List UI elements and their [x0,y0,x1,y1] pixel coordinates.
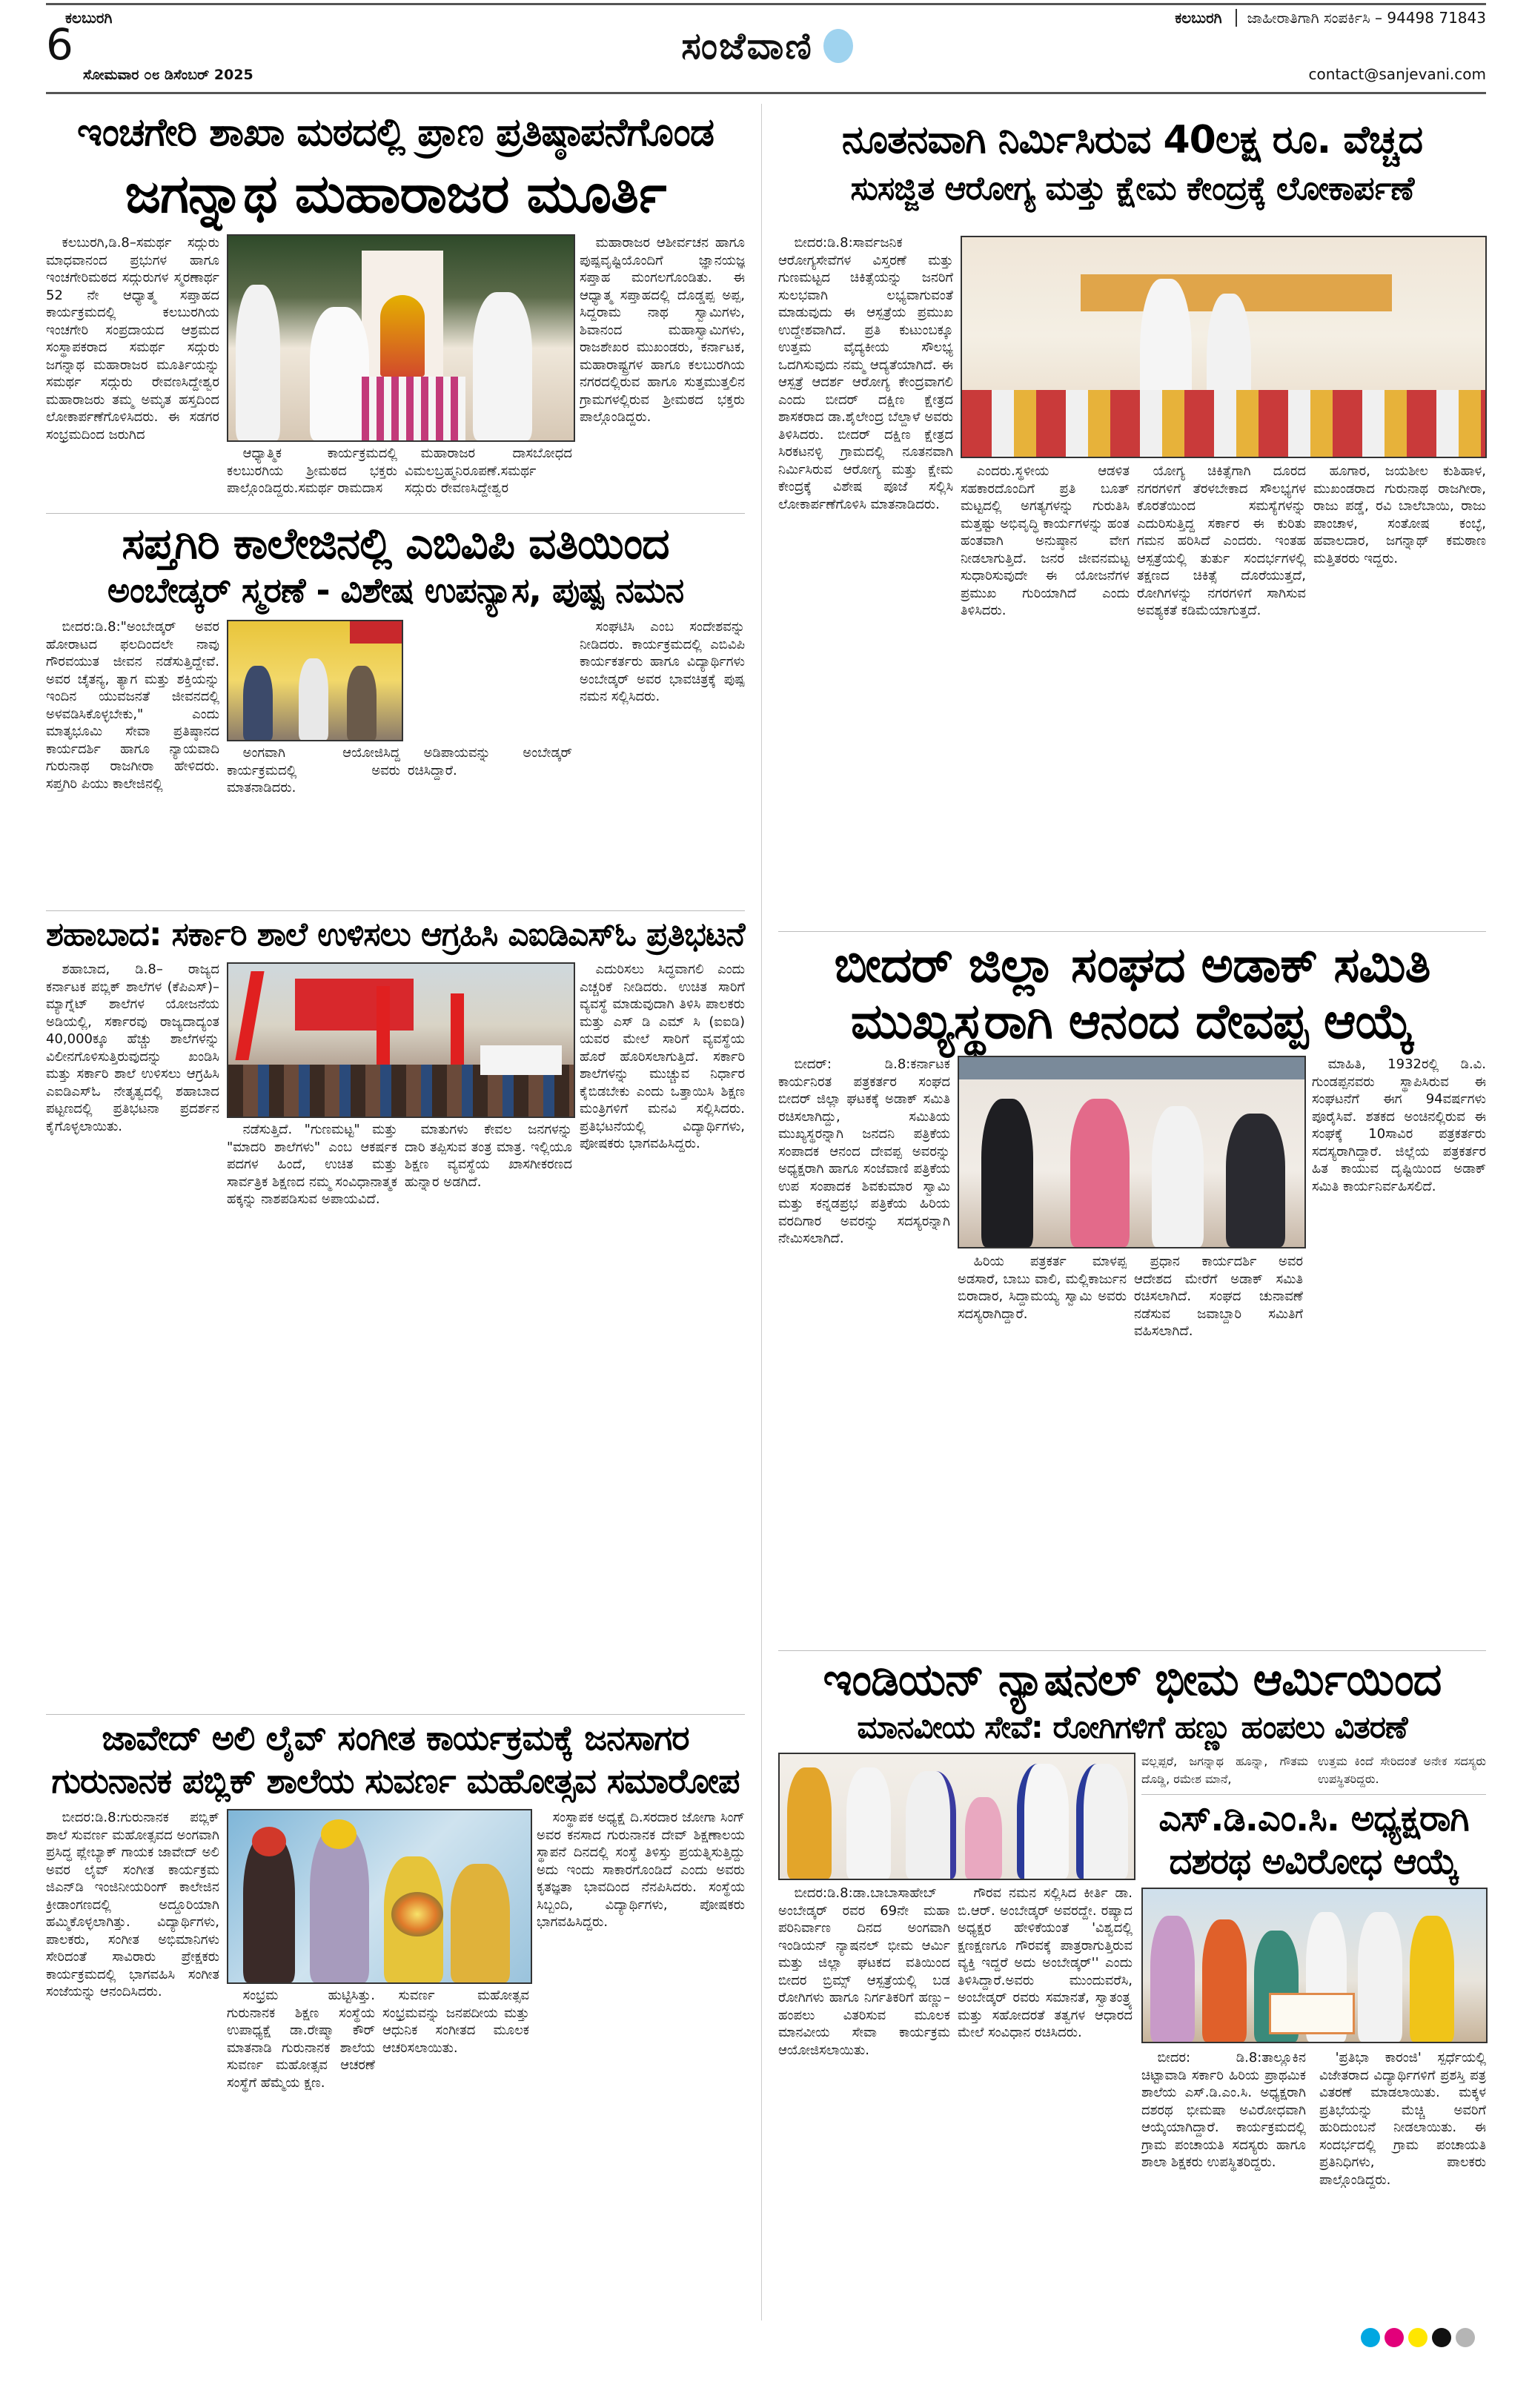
article-body-column [961,463,1130,924]
placard [480,1045,562,1075]
article-body-column [1312,1056,1486,1646]
top-rule [46,3,1486,5]
headline-text: ಸಪ್ತಗಿರಿ ಕಾಲೇಜಿನಲ್ಲಿ ಎಬಿವಿಪಿ ವತಿಯಿಂದ [122,518,669,569]
headline-line-1 [778,119,1486,163]
protest-photo [227,962,575,1118]
body-text: ಹೂಗಾರ, ಜಯಶೀಲ ಕುಶಿಹಾಳ, ಮುಖಂಡರಾದ ಗುರುನಾಥ ರಾಜಗೀರಾ, ರಾಜು ಪಡ್ಡೆ, ರವಿ ಬಾಲೆಬಾಯಿ, ರಾಜು ಪಾಂಚಾಳ, ಸಂತೋಷ ಕಂಬ್ಳೆ, ಹವಾಲದಾರ, ಜಗನ್ನಾಥ್ ಕಮಠಾಣ ಮತ್ತಿತರರು ಇದ್ದರು. [1313,463,1486,566]
color-registration-dot [1385,2328,1404,2347]
body-text: ಅಂಗವಾಗಿ ಆಯೋಜಿಸಿದ್ದ ಕಾರ್ಯಕ್ರಮದಲ್ಲಿ ಅವರು ಮಾತನಾಡಿದರು. [227,745,400,796]
person [310,307,369,440]
article-body-column [1137,463,1306,924]
article-body-column [1318,1753,1486,1791]
header-ad-contact: ಜಾಹೀರಾತಿಗಾಗಿ ಸಂಪರ್ಕಿಸಿ – 94498 71843 [1236,9,1486,27]
body-text: ಗೌರವ ನಮನ ಸಲ್ಲಿಸಿದ ಕೀರ್ತಿ ಡಾ. ಬಿ.ಆರ್. ಅಂಬೇಡ್ಕರ್ ಅವರದ್ದೇ. ರಷ್ಯಾದ ಅಧ್ಯಕ್ಷರ ಹೇಳಿಕೆಯಂತೆ 'ವಿಶ್ವದಲ್ಲಿ ಕ್ಷಣಕ್ಷಣಗೂ ಗೌರವಕ್ಕೆ ಪಾತ್ರರಾಗುತ್ತಿರುವ ವ್ಯಕ್ತಿ ಇದ್ದರೆ ಅದು ಅಂಬೇಡ್ಕರ್'' ಎಂದು ತಿಳಿಸಿದ್ದಾರೆ.ಅವರು ಮುಂದುವರೆಸಿ, ಅಂಬೇಡ್ಕರ್ ರವರು ಸಮಾನತೆ, ಸ್ವಾತಂತ್ರ್ಯ ಮತ್ತು ಸಹೋದರತೆ ತತ್ವಗಳ ಆಧಾರದ ಮೇಲೆ ಸಂವಿಧಾನ ರಚಿಸಿದರು. [958,1885,1133,2040]
article-body-column [227,1121,397,1710]
temple-idol-photo [227,234,575,442]
article-body-column [537,1809,745,2321]
article-body-column [958,1253,1127,1646]
sdmc-school-photo [1141,1888,1488,2043]
idol-garland [380,295,425,377]
person [1202,1919,1247,2042]
headline-line-2 [1141,1842,1486,1882]
fruit-distribution-photo [778,1753,1135,1880]
color-registration-dot [1408,2328,1427,2347]
article-body-column [46,961,219,1710]
body-text: ಬೀದರ:ಡಿ.8:ಗುರುನಾನಕ ಪಬ್ಲಿಕ್ ಶಾಲೆ ಸುವರ್ಣ ಮಹೋತ್ಸವದ ಅಂಗವಾಗಿ ಪ್ರಸಿದ್ಧ ಪ್ಲೇಬ್ಯಾಕ್ ಗಾಯಕ ಜಾವೇದ್ ಅಲಿ ಅವರ ಲೈವ್ ಸಂಗೀತ ಕಾರ್ಯಕ್ರಮ ಜಿಎನ್‌ಡಿ ಇಂಜಿನೀಯರಿಂಗ್ ಕಾಲೇಜಿನ ಕ್ರೀಡಾಂಗಣದಲ್ಲಿ ಅದ್ದೂರಿಯಾಗಿ ಹಮ್ಮಿಕೊಳ್ಳಲಾಗಿತ್ತು. ವಿದ್ಯಾರ್ಥಿಗಳು, ಪಾಲಕರು, ಸಂಗೀತ ಅಭಿಮಾನಿಗಳು ಸೇರಿದಂತೆ ಸಾವಿರಾರು ಪ್ರೇಕ್ಷಕರು ಕಾರ್ಯಕ್ರಮದಲ್ಲಿ ಭಾಗವಹಿಸಿ ಸಂಗೀತ ಸಂಜೆಯನ್ನು ಆನಂದಿಸಿದರು. [46,1810,219,2000]
header-date: ಸೋಮವಾರ ೦೮ ಡಿಸೆಂಬರ್ 2025 [83,67,253,83]
logo-text: ಸಂಜೆವಾಣಿ [681,24,813,67]
body-text: ಮಾತುಗಳು ಕೇವಲ ಜನಗಳನ್ನು ದಾರಿ ತಪ್ಪಿಸುವ ತಂತ್ರ ಮಾತ್ರ. ಇಲ್ಲಿಯೂ ಶಿಕ್ಷಣ ವ್ಯವಸ್ಥೆಯ ಖಾಸಗೀಕರಣದ ಹುನ್ನಾರ ಅಡಗಿದೆ. [405,1122,572,1190]
article-body-column [405,1121,572,1710]
person [243,666,273,740]
header-rule [46,92,1486,94]
person [906,1771,956,1879]
person [236,285,280,440]
article-body-column [46,618,219,904]
headline-line-2 [46,163,745,225]
person [347,666,377,740]
person [787,1767,832,1879]
body-text: ಉತ್ತಮ ಕಿಂದೆ ಸೇರಿದಂತೆ ಅನೇಕ ಸದಸ್ಯರು ಉಪಸ್ಥಿತರಿದ್ದರು. [1318,1754,1486,1786]
headline-line-1 [46,111,745,156]
body-text: ನಡೆಸುತ್ತಿದೆ. "ಗುಣಮಟ್ಟ" ಮತ್ತು "ಮಾದರಿ ಶಾಲೆಗಳು" ಎಂಬ ಆಕರ್ಷಕ ಪದಗಳ ಹಿಂದೆ, ಉಚಿತ ಮತ್ತು ಸಾರ್ವತ್ರಿಕ ಶಿಕ್ಷಣದ ನಮ್ಮ ಸಂವಿಧಾನಾತ್ಮಕ ಹಕ್ಕನ್ನು ನಾಶಪಡಿಸುವ ಅಪಾಯವಿದೆ. [227,1122,397,1207]
shop-front [295,979,414,1031]
article-body-column [958,1885,1133,2321]
headline-text: ಬೀದರ್ ಜಿಲ್ಲಾ ಸಂಘದ ಅಡಾಕ್ ಸಮಿತಿ [834,936,1430,993]
person [981,1099,1033,1247]
body-text: 'ಪ್ರತಿಭಾ ಕಾರಂಜಿ' ಸ್ಪರ್ಧೆಯಲ್ಲಿ ವಿಜೇತರಾದ ವಿದ್ಯಾರ್ಥಿಗಳಿಗೆ ಪ್ರಶಸ್ತಿ ಪತ್ರ ವಿತರಣೆ ಮಾಡಲಾಯಿತು. ಮಕ್ಕಳ ಪ್ರತಿಭೆಯನ್ನು ಮೆಚ್ಚಿ ಅವರಿಗೆ ಹುರಿದುಂಬನೆ ನೀಡಲಾಯಿತು. ಈ ಸಂದರ್ಭದಲ್ಲಿ ಗ್ರಾಮ ಪಂಚಾಯತಿ ಪ್ರತಿನಿಧಿಗಳು, ಪಾಲಕರು ಪಾಲ್ಗೊಂಡಿದ್ದರು. [1319,2050,1486,2188]
header-right [1175,9,1486,27]
body-text: ಎದುರಿಸಲು ಸಿದ್ಧವಾಗಲಿ ಎಂದು ಎಚ್ಚರಿಕೆ ನೀಡಿದರು. ಉಚಿತ ಸಾರಿಗೆ ವ್ಯವಸ್ಥೆ ಮಾಡುವುದಾಗಿ ತಿಳಿಸಿ ಪಾಲಕರು ಮತ್ತು ಎಸ್ ಡಿ ಎಮ್ ಸಿ (ಐಐಡಿ) ಯವರ ಮೇಲೆ ಸಾರಿಗೆ ವ್ಯವಸ್ಥೆಯ ಹೊರೆ ಹೊರಿಸಲಾಗುತ್ತಿದೆ. ಸರ್ಕಾರಿ ಶಾಲೆಗಳನ್ನು ಮುಚ್ಚುವ ನಿರ್ಧಾರ ಕೈಬಿಡಬೇಕು ಎಂದು ಒತ್ತಾಯಿಸಿ ಶಿಕ್ಷಣ ಮಂತ್ರಿಗಳಿಗೆ ಮನವಿ ಸಲ್ಲಿಸಿದರು. ಪ್ರತಿಭಟನೆಯಲ್ಲಿ ವಿದ್ಯಾರ್ಥಿಗಳು, ಪೋಷಕರು ಭಾಗವಹಿಸಿದ್ದರು. [580,962,745,1151]
headline-line-1 [46,519,745,569]
headline [46,916,745,954]
headline-line-2 [778,171,1486,208]
headline-text: ಶಹಾಬಾದ: ಸರ್ಕಾರಿ ಶಾಲೆ ಉಳಿಸಲು ಆಗ್ರಹಿಸಿ ಎಐಡಿಎಸ್‌ಓ ಪ್ರತಿಭಟನೆ [46,916,745,953]
logo-globe-icon [823,29,853,63]
body-text: ಬೀದರ:ಡಿ.8:ಡಾ.ಬಾಬಾಸಾಹೇಬ್ ಅಂಬೇಡ್ಕರ್ ರವರ 69ನೇ ಮಹಾ ಪರಿನಿರ್ವಾಣ ದಿನದ ಅಂಗವಾಗಿ ಇಂಡಿಯನ್ ನ್ಯಾಷನಲ್ ಭೀಮ ಆರ್ಮಿ ಮತ್ತು ಜಿಲ್ಲಾ ಘಟಕದ ವತಿಯಿಂದ ಬೀದರ ಬ್ರಿಮ್ಸ್ ಆಸ್ಪತ್ರೆಯಲ್ಲಿ ಬಡ ರೋಗಿಗಳು ಹಾಗೂ ನಿರ್ಗತಿಕರಿಗೆ ಹಣ್ಣು–ಹಂಪಲು ವಿತರಿಸುವ ಮೂಲಕ ಮಾನವೀಯ ಸೇವಾ ಕಾರ್ಯಕ್ರಮ ಆಯೋಜಿಸಲಾಯಿತು. [778,1885,950,2058]
person [1226,1114,1285,1247]
turban [252,1827,286,1856]
person [1070,1099,1130,1247]
person [243,1834,295,1982]
header-city: ಕಲಬುರಗಿ [65,9,113,27]
article-body-column [405,445,572,510]
article-body-column [1134,1253,1303,1646]
banner [350,621,402,644]
concert-photo [227,1809,532,1984]
body-text: ಸುವರ್ಣ ಮಹೋತ್ಸವ ಸಂಭ್ರಮವನ್ನು ಜನಪದೀಯ ಮತ್ತು ಆಧುನಿಕ ಸಂಗೀತದ ಮೂಲಕ ಆಚರಿಸಲಾಯಿತು. [382,1988,529,2056]
section-divider [46,910,745,911]
body-text: ಬೀದರ: ಡಿ.8:ತಾಲ್ಲೂಕಿನ ಚಿಟ್ಟಾವಾಡಿ ಸರ್ಕಾರಿ ಹಿರಿಯ ಪ್ರಾಥಮಿಕ ಶಾಲೆಯ ಎಸ್.ಡಿ.ಎಂ.ಸಿ. ಅಧ್ಯಕ್ಷರಾಗಿ ದಶರಥ ಭೀಮಷಾ ಅವಿರೋಧವಾಗಿ ಆಯ್ಕೆಯಾಗಿದ್ದಾರೆ. ಕಾರ್ಯಕ್ರಮದಲ್ಲಿ ಗ್ರಾಮ ಪಂಚಾಯತಿ ಸದಸ್ಯರು ಹಾಗೂ ಶಾಲಾ ಶಿಕ್ಷಕರು ಉಪಸ್ಥಿತರಿದ್ದರು. [1141,2050,1306,2170]
newspaper-logo [593,16,941,76]
section-divider [1141,1794,1486,1795]
person [1152,1106,1204,1247]
headline-text: ಜಾವೇದ್ ಅಲಿ ಲೈವ್ ಸಂಗೀತ ಕಾರ್ಯಕ್ರಮಕ್ಕೆ ಜನಸಾಗರ [102,1718,689,1758]
headline-text: ನೂತನವಾಗಿ ನಿರ್ಮಿಸಿರುವ 40ಲಕ್ಷ ರೂ. ವೆಚ್ಚದ [841,118,1423,162]
body-text: ಮಹಾರಾಜರ ಆಶೀರ್ವಚನ ಹಾಗೂ ಪುಷ್ಪವೃಷ್ಟಿಯೊಂದಿಗೆ ಜ್ಞಾನಯಜ್ಞ ಸಪ್ತಾಹ ಮಂಗಲಗೊಂಡಿತು. ಈ ಆಧ್ಯಾತ್ಮ ಸಪ್ತಾಹದಲ್ಲಿ ದೊಡ್ಡಪ್ಪ ಅಪ್ಪ, ಸಿದ್ದರಾಮ ನಾಥ ಸ್ವಾಮಿಗಳು, ಶಿವಾನಂದ ಮಹಾಸ್ವಾಮಿಗಳು, ರಾಜಶೇಖರ ಮುಖಂಡರು, ಕರ್ನಾಟಕ, ಮಹಾರಾಷ್ಟ್ರಗಳ ಹಾಗೂ ಕಲಬುರಗಿಯ ನಗರದಲ್ಲಿರುವ ಹಾಗೂ ಸುತ್ತಮುತ್ತಲಿನ ಗ್ರಾಮಗಳಲ್ಲಿರುವ ಶ್ರೀಮಠದ ಭಕ್ತರು ಪಾಲ್ಗೊಂಡಿದ್ದರು. [580,235,745,425]
headline-text: ಜಗನ್ನಾಥ ಮಹಾರಾಜರ ಮೂರ್ತಿ [125,162,666,225]
body-text: ಅಡಿಪಾಯವನ್ನು ಅಂಬೇಡ್ಕರ್ ರಚಿಸಿದ್ದಾರೆ. [408,745,572,778]
body-text: ಹಿರಿಯ ಪತ್ರಕರ್ತ ಮಾಳಪ್ಪ ಅಡಸಾರೆ, ಬಾಬು ವಾಲಿ, ಮಲ್ಲಿಕಾರ್ಜುನ ಬಿರಾದಾರ, ಸಿದ್ದಾಮಯ್ಯ ಸ್ವಾಮಿ ಅವರು ಸದಸ್ಯರಾಗಿದ್ದಾರೆ. [958,1254,1127,1322]
headline-text: ಇಂಚಗೇರಿ ಶಾಖಾ ಮಠದಲ್ಲಿ ಪ್ರಾಣ ಪ್ರತಿಷ್ಠಾಪನೆಗೊಂಡ [77,110,714,155]
body-text: ಎಂದರು.ಸ್ಥಳೀಯ ಆಡಳಿತ ಸಹಕಾರದೊಂದಿಗೆ ಪ್ರತಿ ಬೂತ್ ಮಟ್ಟದಲ್ಲಿ ಅಗತ್ಯಗಳನ್ನು ಗುರುತಿಸಿ ಮತ್ತಷ್ಟು ಅಭಿವೃದ್ಧಿ ಕಾರ್ಯಗಳನ್ನು ಹಂತ ಹಂತವಾಗಿ ಅನುಷ್ಠಾನ ವೇಗ ನೀಡಲಾಗುತ್ತಿದೆ. ಜನರ ಜೀವನಮಟ್ಟ ಸುಧಾರಿಸುವುದೇ ಈ ಯೋಜನೆಗಳ ಪ್ರಮುಖ ಗುರಿಯಾಗಿದೆ ಎಂದು ತಿಳಿಸಿದರು. [961,463,1130,618]
certificate [1269,1993,1355,2034]
person [1358,1912,1402,2042]
article-body-column [580,234,745,510]
abvp-event-photo [227,620,403,741]
body-text: ಶಹಾಬಾದ, ಡಿ.8– ರಾಜ್ಯದ ಕರ್ನಾಟಕ ಪಬ್ಲಿಕ್ ಶಾಲೆಗಳ (ಕೆಪಿಎಸ್)–ಮ್ಯಾಗ್ನೆಟ್ ಶಾಲೆಗಳ ಯೋಜನೆಯ ಅಡಿಯಲ್ಲಿ, ಸರ್ಕಾರವು ರಾಜ್ಯದಾದ್ಯಂತ 40,000ಕ್ಕೂ ಹೆಚ್ಚು ಶಾಲೆಗಳನ್ನು ವಿಲೀನಗೊಳಿಸುತ್ತಿರುವುದನ್ನು ಖಂಡಿಸಿ ಮತ್ತು ಸರ್ಕಾರಿ ಶಾಲೆ ಉಳಿಸಲು ಆಗ್ರಹಿಸಿ ಎಐಡಿಎಸ್‌ಓ ನೇತೃತ್ವದಲ್ಲಿ ಶಹಾಬಾದ ಪಟ್ಟಣದಲ್ಲಿ ಪ್ರತಿಭಟನಾ ಪ್ರದರ್ಶನ ಕೈಗೊಳ್ಳಲಾಯಿತು. [46,962,219,1134]
body-text: ಮಾಹಿತಿ, 1932ರಲ್ಲಿ ಡಿ.ವಿ. ಗುಂಡಪ್ಪನವರು ಸ್ಥಾಪಿಸಿರುವ ಈ ಸಂಘಟನೆಗೆ ಈಗ 94ವರ್ಷಗಳು ಪೂರೈಸಿವೆ. ಶತಕದ ಅಂಚಿನಲ್ಲಿರುವ ಈ ಸಂಘಕ್ಕೆ 10ಸಾವಿರ ಪತ್ರಕರ್ತರು ಸದಸ್ಯರಾಗಿದ್ದಾರೆ. ಜಿಲ್ಲೆಯ ಪತ್ರಕರ್ತರ ಹಿತ ಕಾಯುವ ದೃಷ್ಟಿಯಿಂದ ಅಡಾಕ್ ಸಮಿತಿ ಕಾರ್ಯನಿರ್ವಹಿಸಲಿದೆ. [1312,1056,1486,1194]
body-text: ಆಧ್ಯಾತ್ಮಿಕ ಕಾರ್ಯಕ್ರಮದಲ್ಲಿ ಕಲಬುರಗಿಯ ಶ್ರೀಮಠದ ಭಕ್ತರು ಪಾಲ್ಗೊಂಡಿದ್ದರು.ಸಮರ್ಥ ರಾಮದಾಸ [227,446,397,496]
felicitation-photo [958,1056,1306,1248]
person [473,292,532,440]
inauguration-photo [961,236,1487,458]
red-flag [235,971,264,1060]
person [846,1767,891,1879]
article-body-column [1141,1753,1308,1791]
color-registration-dot [1456,2328,1475,2347]
body-text: ಕಲಬುರಗಿ,ಡಿ.8–ಸಮರ್ಥ ಸದ್ಗುರು ಮಾಧವಾನಂದ ಪ್ರಭುಗಳ ಹಾಗೂ ಇಂಚಗೇರಿಮಠದ ಸದ್ಗುರುಗಳ ಸ್ಮರಣಾರ್ಥ 52 ನೇ ಆಧ್ಯಾತ್ಮ ಸಪ್ತಾಹದ ಕಾರ್ಯಕ್ರಮದಲ್ಲಿ ಕಲಬುರಗಿಯ ಇಂಚಗೇರಿ ಸಂಪ್ರದಾಯದ ಆಶ್ರಮದ ಸಂಸ್ಥಾಪಕರಾದ ಸಮರ್ಥ ಸದ್ಗುರು ಜಗನ್ನಾಥ ಮಹಾರಾಜರ ಮೂರ್ತಿಯನ್ನು ಸಮರ್ಥ ಸದ್ಗುರು ರೇವಣಸಿದ್ದೇಶ್ವರ ಮಹಾರಾಜರು ತಮ್ಮ ಅಮೃತ ಹಸ್ತದಿಂದ ಲೋಕಾರ್ಪಣೆಗೊಳಿಸಿದರು. ಈ ಸಡಗರ ಸಂಭ್ರಮದಿಂದ ಜರುಗಿದ [46,235,219,443]
headline-line-2 [46,1762,745,1801]
section-divider [46,1714,745,1715]
article-body-column [227,445,397,510]
section-divider [46,513,745,514]
patient [965,1797,1002,1879]
body-text: ಬೀದರ್: ಡಿ.8:ಕರ್ನಾಟಕ ಕಾರ್ಯನಿರತ ಪತ್ರಕರ್ತರ ಸಂಘದ ಬೀದರ್ ಜಿಲ್ಲಾ ಘಟಕಕ್ಕೆ ಅಡಾಕ್ ಸಮಿತಿ ರಚಿಸಲಾಗಿದ್ದು, ಸಮಿತಿಯ ಮುಖ್ಯಸ್ಥರನ್ನಾಗಿ ಜನದನಿ ಪತ್ರಿಕೆಯ ಸಂಪಾದಕ ಆನಂದ ದೇವಪ್ಪ ಅವರನ್ನು ಅಧ್ಯಕ್ಷರಾಗಿ ಹಾಗೂ ಸಂಜೆವಾಣಿ ಪತ್ರಿಕೆಯ ಉಪ ಸಂಪಾದಕ ಶಿವಕುಮಾರ ಸ್ವಾಮಿ ಮತ್ತು ಕನ್ನಡಪ್ರಭ ಪತ್ರಿಕೆಯ ಹಿರಿಯ ವರದಿಗಾರ ಅವರನ್ನು ಸದಸ್ಯರನ್ನಾಗಿ ನೇಮಿಸಲಾಗಿದೆ. [778,1056,950,1246]
article-body-column [1319,2049,1486,2321]
headline-text: ಮುಖ್ಯಸ್ಥರಾಗಿ ಆನಂದ ದೇವಪ್ಪ ಆಯ್ಕೆ [850,993,1414,1050]
headline-line-1 [778,1655,1486,1706]
headline-text: ಇಂಡಿಯನ್ ನ್ಯಾಷನಲ್ ಭೀಮ ಆರ್ಮಿಯಿಂದ [823,1654,1442,1706]
body-text: ಬೀದರ:ಡಿ.8:"ಅಂಬೇಡ್ಕರ್ ಅವರ ಹೋರಾಟದ ಫಲದಿಂದಲೇ ನಾವು ಗೌರವಯುತ ಜೀವನ ನಡೆಸುತ್ತಿದ್ದೇವೆ. ಅವರ ಚೈತನ್ಯ, ತ್ಯಾಗ ಮತ್ತು ಶಕ್ತಿಯನ್ನು ಇಂದಿನ ಯುವಜನತೆ ಜೀವನದಲ್ಲಿ ಅಳವಡಿಸಿಕೊಳ್ಳಬೇಕು," ಎಂದು ಮಾತೃಭೂಮಿ ಸೇವಾ ಪ್ರತಿಷ್ಠಾನದ ಕಾರ್ಯದರ್ಶಿ ಹಾಗೂ ನ್ಯಾಯವಾದಿ ಗುರುನಾಥ ರಾಜಗೀರಾ ಹೇಳಿದರು. ಸಪ್ತಗಿರಿ ಪಿಯು ಕಾಲೇಜಿನಲ್ಲಿ [46,619,219,792]
body-text: ಸಂಭ್ರಮ ಹುಟ್ಟಿಸಿತ್ತು. ಗುರುನಾನಕ ಶಿಕ್ಷಣ ಸಂಸ್ಥೆಯ ಉಪಾಧ್ಯಕ್ಷೆ ಡಾ.ರೇಷ್ಮಾ ಕೌರ್ ಮಾತನಾಡಿ ಗುರುನಾನಕ ಶಾಲೆಯ ಸುವರ್ಣ ಮಹೋತ್ಸವ ಆಚರಣೆ ಸಂಸ್ಥೆಗೆ ಹೆಮ್ಮೆಯ ಕ್ಷಣ. [227,1988,375,2091]
seated-guests [962,390,1485,457]
headline-text: ಸುಸಜ್ಜಿತ ಆರೋಗ್ಯ ಮತ್ತು ಕ್ಷೇಮ ಕೇಂದ್ರಕ್ಕೆ ಲೋಕಾರ್ಪಣೆ [850,170,1414,208]
body-text: ಸಂಘಟಿಸಿ ಎಂಬ ಸಂದೇಶವನ್ನು ನೀಡಿದರು. ಕಾರ್ಯಕ್ರಮದಲ್ಲಿ ಎಬಿವಿಪಿ ಕಾರ್ಯಕರ್ತರು ಹಾಗೂ ವಿದ್ಯಾರ್ಥಿಗಳು ಅಂಬೇಡ್ಕರ್ ಅವರ ಭಾವಚಿತ್ರಕ್ಕೆ ಪುಷ್ಪ ನಮನ ಸಲ್ಲಿಸಿದರು. [580,619,745,704]
page-number: 6 [46,19,73,70]
article-body-column [778,234,953,924]
body-text: ಬೀದರ:ಡಿ.8:ಸಾರ್ವಜನಿಕ ಆರೋಗ್ಯಸೇವೆಗಳ ವಿಸ್ತರಣೆ ಮತ್ತು ಗುಣಮಟ್ಟದ ಚಿಕಿತ್ಸೆಯನ್ನು ಜನರಿಗೆ ಸುಲಭವಾಗಿ ಲಭ್ಯವಾಗುವಂತೆ ಮಾಡುವುದು ಈ ಆಸ್ಪತ್ರೆಯ ಪ್ರಮುಖ ಉದ್ದೇಶವಾಗಿದೆ. ಪ್ರತಿ ಕುಟುಂಬಕ್ಕೂ ಉತ್ತಮ ವೈದ್ಯಕೀಯ ಸೌಲಭ್ಯ ಒದಗಿಸುವುದು ನಮ್ಮ ಆದ್ಯತೆಯಾಗಿದೆ. ಈ ಆಸ್ಪತ್ರೆ ಆದರ್ಶ ಆರೋಗ್ಯ ಕೇಂದ್ರವಾಗಲಿ ಎಂದು ಬೀದರ್ ದಕ್ಷಿಣ ಕ್ಷೇತ್ರದ ಶಾಸಕರಾದ ಡಾ.ಶೈಲೇಂದ್ರ ಬೆಲ್ದಾಳೆ ಅವರು ತಿಳಿಸಿದರು. ಬೀದರ್ ದಕ್ಷಿಣ ಕ್ಷೇತ್ರದ ಸಿರಕಟನಳ್ಳಿ ಗ್ರಾಮದಲ್ಲಿ ನೂತನವಾಗಿ ನಿರ್ಮಿಸಿರುವ ಆರೋಗ್ಯ ಮತ್ತು ಕ್ಷೇಮ ಕೇಂದ್ರಕ್ಕೆ ವಿಶೇಷ ಪೂಜೆ ಸಲ್ಲಿಸಿ ಲೋಕಾರ್ಪಣೆಗೊಳಿಸಿ ಮಾತನಾಡಿದರು. [778,235,953,512]
article-body-column [227,1987,375,2321]
headline-line-2 [46,571,745,610]
headline-text: ಅಂಬೇಡ್ಕರ್ ಸ್ಮರಣೆ - ವಿಶೇಷ ಉಪನ್ಯಾಸ, ಪುಷ್ಪ ನಮನ [107,570,684,610]
body-text: ಯೋಗ್ಯ ಚಿಕಿತ್ಸೆಗಾಗಿ ದೂರದ ನಗರಗಳಿಗೆ ತೆರಳಬೇಕಾದ ಸೌಲಭ್ಯಗಳ ಕೊರತೆಯಿಂದ ಸಮಸ್ಯೆಗಳನ್ನು ಎದುರಿಸುತ್ತಿದ್ದ ಸರ್ಕಾರ ಈ ಕುರಿತು ಗಮನ ಹರಿಸಿದೆ ಎಂದರು. ಇಂತಹ ಆಸ್ಪತ್ರೆಯಲ್ಲಿ ತುರ್ತು ಸಂದರ್ಭಗಳಲ್ಲಿ ತಕ್ಷಣದ ಚಿಕಿತ್ಸೆ ದೊರೆಯುತ್ತದೆ, ರೋಗಿಗಳನ್ನು ನಗರಗಳಿಗೆ ಸಾಗಿಸುವ ಅವಶ್ಯಕತೆ ಕಡಿಮೆಯಾಗುತ್ತದೆ. [1137,463,1306,618]
headline-text: ದಶರಥ ಅವಿರೋಧ ಆಯ್ಕೆ [1169,1841,1459,1882]
article-body-column [227,744,400,904]
article-body-column [46,1809,219,2321]
body-text: ಸಂಸ್ಥಾಪಕ ಅಧ್ಯಕ್ಷೆ ದಿ.ಸರದಾರ ಜೋಗಾ ಸಿಂಗ್ ಅವರ ಕನಸಾದ ಗುರುನಾನಕ ದೇವ್ ಶಿಕ್ಷಣಾಲಯ ಸ್ಥಾಪನೆ ದಿನದಲ್ಲಿ ಸಂಸ್ಥೆ ತಿಳಿಸ್ತು ಪ್ರಯತ್ನಿಸುತ್ತಿದ್ದು ಅದು ಇಂದು ಸಾಕಾರಗೊಂಡಿದೆ ಎಂದು ಅವರು ಕೃತಜ್ಞತಾ ಭಾವದಿಂದ ನೆನಪಿಸಿದರು. ಸಂಸ್ಥೆಯ ಸಿಬ್ಬಂದಿ, ವಿದ್ಯಾರ್ಥಿಗಳು, ಪೋಷಕರು ಭಾಗವಹಿಸಿದ್ದರು. [537,1810,745,1930]
headline-text: ಎಸ್.ಡಿ.ಎಂ.ಸಿ. ಅಧ್ಯಕ್ಷರಾಗಿ [1158,1798,1469,1839]
headline-line-2 [778,993,1486,1050]
article-body-column [580,618,745,904]
article-body-column [1141,2049,1306,2321]
person [1076,1764,1128,1879]
article-body-column [46,234,219,510]
column-divider [761,104,762,2321]
color-registration-dot [1361,2328,1380,2347]
person [1410,1916,1454,2042]
article-body-column [408,744,572,904]
section-divider [778,931,1486,932]
turban [321,1819,357,1849]
headline-line-1 [778,937,1486,993]
flower-bouquet [391,1892,443,1936]
header-edition: ಕಲಬುರಗಿ [1175,9,1222,27]
article-body-column [382,1987,529,2321]
article-body-column [778,1885,950,2321]
headline-line-1 [1141,1799,1486,1839]
headline-line-2 [778,1710,1486,1745]
flower-decoration [362,377,465,440]
headline-line-1 [46,1719,745,1758]
article-body-column [1313,463,1486,924]
article-body-column [778,1056,950,1646]
person [1150,1916,1195,2042]
header-email[interactable]: contact@sanjevani.com [1308,65,1486,83]
person [310,1827,369,1982]
headline-text: ಗುರುನಾನಕ ಪಬ್ಲಿಕ್ ಶಾಲೆಯ ಸುವರ್ಣ ಮಹೋತ್ಸವ ಸಮಾರೋಪ [51,1761,740,1801]
color-registration-dot [1432,2328,1451,2347]
body-text: ಪ್ರಧಾನ ಕಾರ್ಯದರ್ಶಿ ಅವರ ಆದೇಶದ ಮೇರೆಗೆ ಅಡಾಕ್ ಸಮಿತಿ ರಚಿಸಲಾಗಿದೆ. ಸಂಘದ ಚುನಾವಣೆ ನಡೆಸುವ ಜವಾಬ್ದಾರಿ ಸಮಿತಿಗೆ ವಹಿಸಲಾಗಿದೆ. [1134,1254,1303,1339]
person [1017,1764,1069,1879]
section-divider [778,1650,1486,1651]
person [451,1864,510,1982]
article-body-column [580,961,745,1710]
person [299,658,328,740]
body-text: ಮಹಾರಾಜರ ದಾಸಬೋಧದ ವಿಮಲಬ್ರಹ್ಮನಿರೂಪಣೆ.ಸಮರ್ಥ ಸದ್ಗುರು ರೇವಣಸಿದ್ದೇಶ್ವರ [405,446,572,496]
body-text: ವಲ್ಲಪ್ಪರೆ, ಜಗನ್ನಾಥ ಹೂನ್ನಾ, ಗೌತಮ ದೊಡ್ಡಿ, ರಮೇಶ ಮಾನೆ, [1141,1754,1308,1786]
headline-text: ಮಾನವೀಯ ಸೇವೆ: ರೋಗಿಗಳಿಗೆ ಹಣ್ಣು ಹಂಪಲು ವಿತರಣೆ [857,1709,1407,1745]
banner [959,1057,1304,1079]
